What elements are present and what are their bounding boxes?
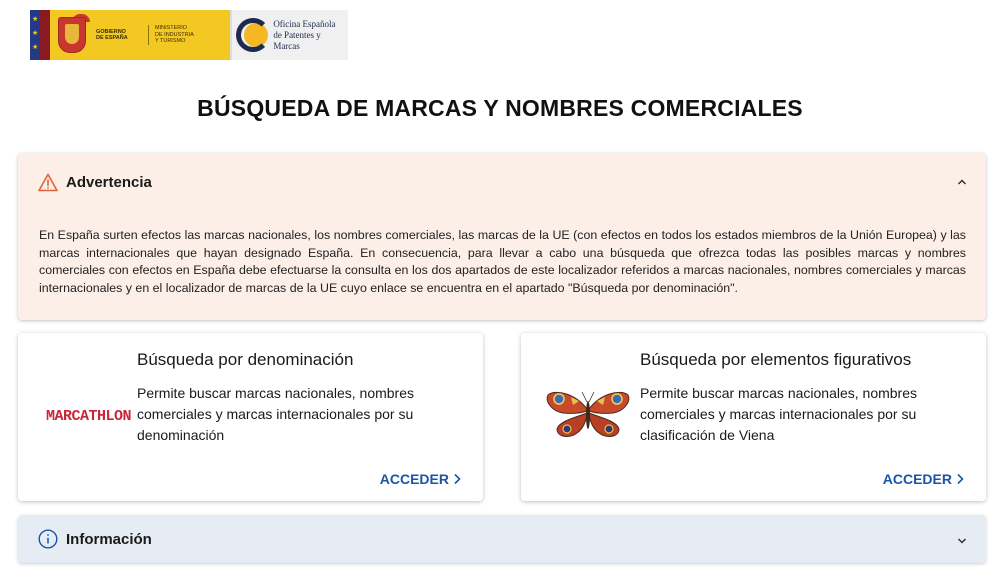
search-by-figurative-card [521,333,986,501]
info-title: Información [66,530,152,548]
acceder-label: ACCEDER [882,471,952,487]
acceder-link[interactable] [883,471,964,487]
acceder-label: ACCEDER [379,471,449,487]
info-circle-icon [38,529,58,549]
acceder-link[interactable] [380,471,461,487]
chevron-down-icon[interactable] [957,536,967,546]
eu-flag-strip: ★ ★ ★ [30,10,50,60]
butterfly-image [545,389,631,441]
warning-panel [18,153,986,320]
search-by-name-card [18,333,483,501]
warning-body: En España surten efectos las marcas nacionales, los nombres comerciales, las marcas de la UE (con efectos en todos los estados miembros de la Unión Europea) y las marcas internacionales que hayan designado España. En consecuencia, para llevar a cabo una búsqueda que ofrezca todas las posibles marcas y nombres comerciales con efectos en España debe efectuarse la consulta en los dos apartados de este localizador referidos a marcas nacionales, nombres comerciales y marcas internacionales y en el localizador de marcas de la UE cuyo enlace se encuentra en el apartado "Búsqueda por denominación". [39,228,966,295]
coat-of-arms-icon [58,17,86,53]
page-title: BÚSQUEDA DE MARCAS Y NOMBRES COMERCIALES [197,95,803,121]
card-title: Búsqueda por elementos figurativos [640,350,912,369]
oepm-logo [230,10,348,60]
info-header[interactable] [38,529,152,549]
chevron-right-icon [453,473,461,485]
oepm-mark-icon [236,18,269,52]
oepm-text: Oficina Española de Patentes y Marcas [273,18,336,51]
gobierno-text: GOBIERNO DE ESPAÑA [96,28,128,41]
gobierno-logo [30,10,230,60]
warning-title: Advertencia [66,174,152,191]
chevron-up-icon[interactable] [957,177,967,187]
card-title: Búsqueda por denominación [137,350,354,369]
chevron-right-icon [956,473,964,485]
warning-header[interactable] [38,173,152,192]
card-description: Permite buscar marcas nacionales, nombres comerciales y marcas internacionales por su denominación [137,385,415,443]
warning-triangle-icon [38,173,58,192]
header-logos [30,10,348,62]
info-panel[interactable] [18,515,986,563]
ministerio-text: MINISTERIO DE INDUSTRIA Y TURISMO [148,25,194,45]
marcathlon-image: MARCATHLON [46,408,132,425]
card-description: Permite buscar marcas nacionales, nombres comerciales y marcas internacionales por su clasificación de Viena [640,385,918,443]
